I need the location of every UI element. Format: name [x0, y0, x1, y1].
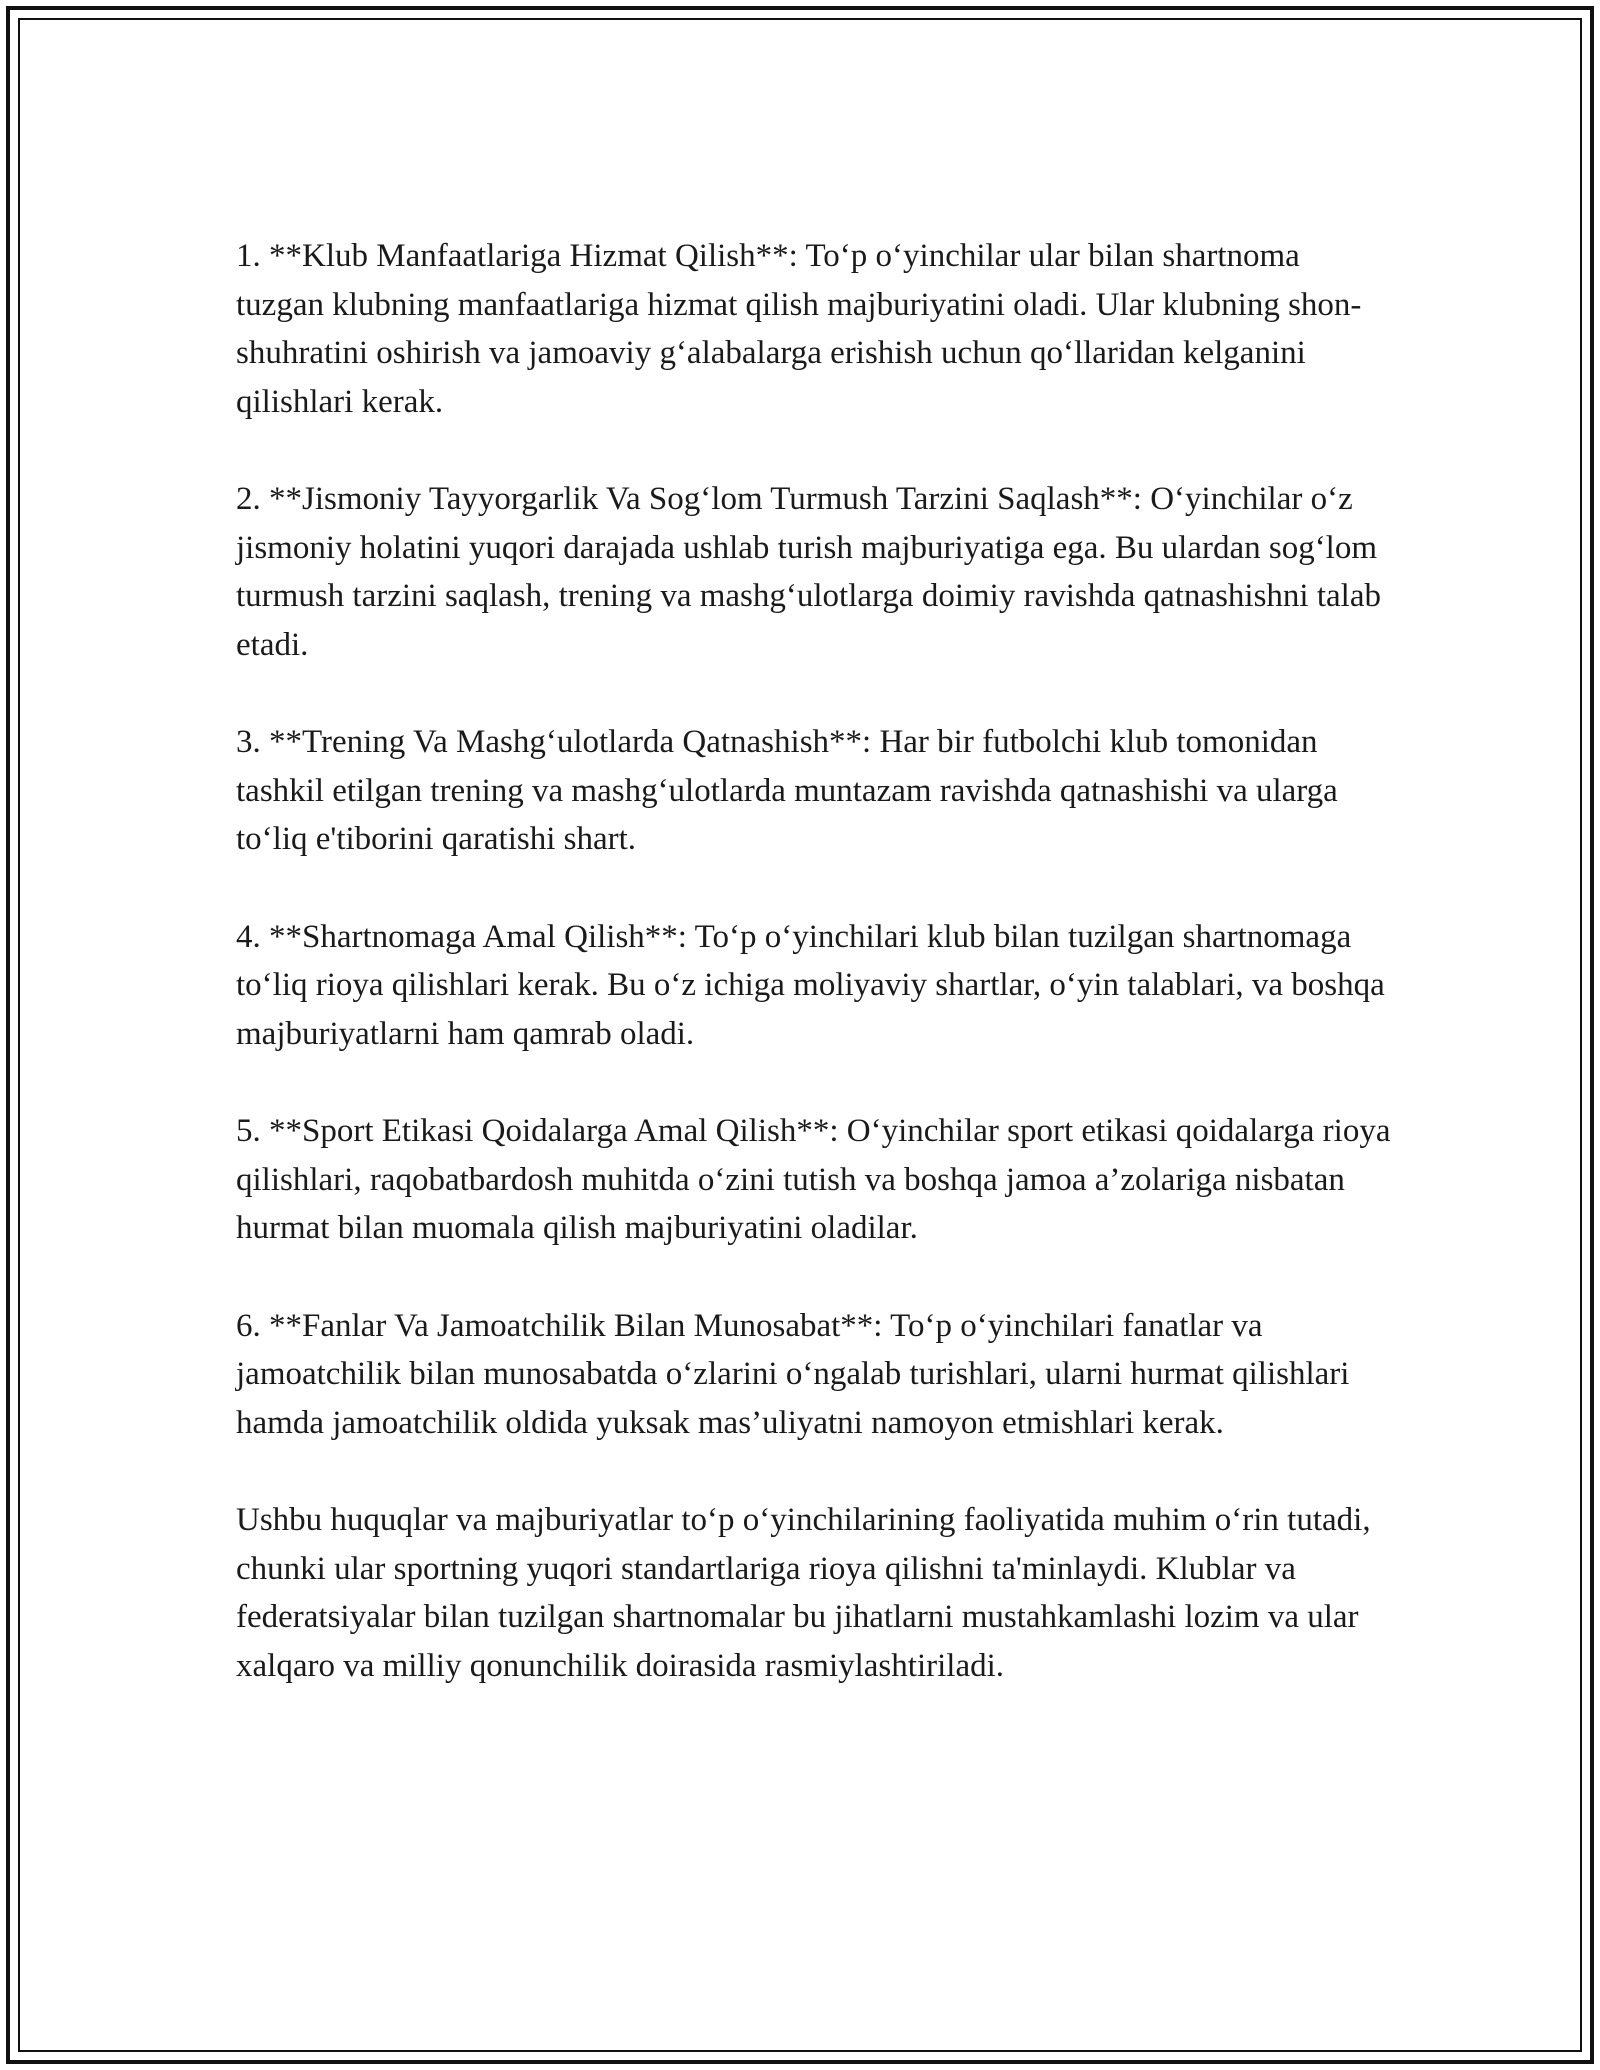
list-item-4: 4. **Shartnomaga Amal Qilish**: To‘p o‘yinchilari klub bilan tuzilgan shartnomaga to‘liq rioya qilishlari kerak. Bu o‘z ichiga moliyaviy shartlar, o‘yin talablari, va boshqa majburiyatlarni ham qamrab oladi.: [236, 918, 1385, 1052]
conclusion-paragraph: Ushbu huquqlar va majburiyatlar to‘p o‘yinchilarining faoliyatida muhim o‘rin tutadi, chunki ular sportning yuqori standartlariga rioya qilishni ta'minlaydi. Klublar va federatsiyalar bilan tuzilgan shartnomalar bu jihatlarni mustahkamlashi lozim va ular xalqaro va milliy qonunchilik doirasida rasmiylashtiriladi.: [236, 1502, 1371, 1684]
list-item-5: 5. **Sport Etikasi Qoidalarga Amal Qilish**: O‘yinchilar sport etikasi qoidalarga rioya qilishlari, raqobatbardosh muhitda o‘zini tutish va boshqa jamoa a’zolariga nisbatan hurmat bilan muomala qilish majburiyatini oladilar.: [236, 1113, 1391, 1246]
list-item-2: 2. **Jismoniy Tayyorgarlik Va Sog‘lom Turmush Tarzini Saqlash**: O‘yinchilar o‘z jismoniy holatini yuqori darajada ushlab turish majburiyatiga ega. Bu ulardan sog‘lom turmush tarzini saqlash, trening va mashg‘ulotlarga doimiy ravishda qatnashishni talab etadi.: [236, 481, 1381, 663]
list-item-1: 1. **Klub Manfaatlariga Hizmat Qilish**: To‘p o‘yinchilar ular bilan shartnoma tuzgan klubning manfaatlariga hizmat qilish majburiyatini oladi. Ular klubning shon-shuhratini oshirish va jamoaviy g‘alabalarga erishish uchun qo‘llaridan kelganini qilishlari kerak.: [236, 238, 1362, 420]
list-item-6: 6. **Fanlar Va Jamoatchilik Bilan Munosabat**: To‘p o‘yinchilari fanatlar va jamoatchilik bilan munosabatda o‘zlarini o‘ngalab turishlari, ularni hurmat qilishlari hamda jamoatchilik oldida yuksak mas’uliyatni namoyon etmishlari kerak.: [236, 1307, 1350, 1441]
document-body: [236, 232, 1396, 1739]
list-item-3: 3. **Trening Va Mashg‘ulotlarda Qatnashish**: Har bir futbolchi klub tomonidan tashkil etilgan trening va mashg‘ulotlarda muntazam ravishda qatnashishi va ularga to‘liq e'tiborini qaratishi shart.: [236, 724, 1338, 857]
